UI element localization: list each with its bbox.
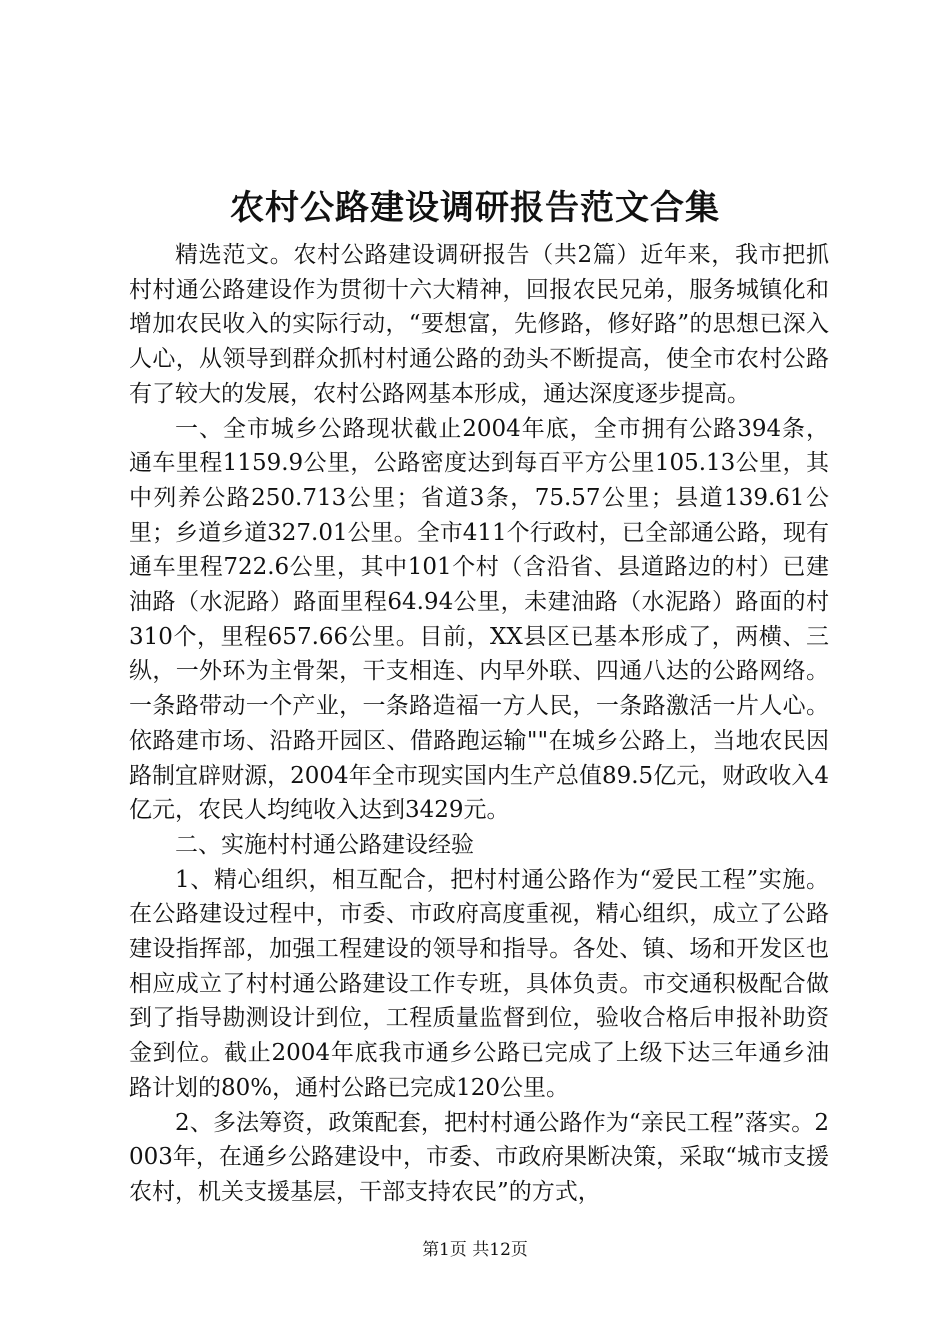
- section-heading-2: 二、实施村村通公路建设经验: [175, 831, 474, 858]
- document-body: [129, 238, 829, 1210]
- paragraph-item-2: 2、多法筹资，政策配套，把村村通公路作为“亲民工程”落实。2003年，在通乡公路建设中，市委、市政府果断决策，采取“城市支援农村，机关支援基层，干部支持农民”的方式，: [129, 1109, 829, 1205]
- page-number-footer: 第1页 共12页: [422, 1240, 528, 1260]
- document-title: 农村公路建设调研报告范文合集: [230, 188, 720, 228]
- paragraph-intro: 精选范文。农村公路建设调研报告（共2篇）近年来，我市把抓村村通公路建设作为贯彻十六大精神，回报农民兄弟，服务城镇化和增加农民收入的实际行动，“要想富，先修路，修好路”的思想已深入人心，从领导到群众抓村村通公路的劲头不断提高，使全市农村公路有了较大的发展，农村公路网基本形成，通达深度逐步提高。: [129, 242, 829, 407]
- paragraph-item-1: 1、精心组织，相互配合，把村村通公路作为“爱民工程”实施。在公路建设过程中，市委、市政府高度重视，精心组织，成立了公路建设指挥部，加强工程建设的领导和指导。各处、镇、场和开发区也相应成立了村村通公路建设工作专班，具体负责。市交通积极配合做到了指导勘测设计到位，工程质量监督到位，验收合格后申报补助资金到位。截止2004年底我市通乡公路已完成了上级下达三年通乡油路计划的80%，通村公路已完成120公里。: [129, 866, 829, 1101]
- paragraph-section-1: 一、全市城乡公路现状截止2004年底，全市拥有公路394条，通车里程1159.9公里，公路密度达到每百平方公里105.13公里，其中列养公路250.713公里；省道3条，75.57公里；县道139.61公里；乡道乡道327.01公里。全市411个行政村，已全部通公路，现有通车里程722.6公里，其中101个村（含沿省、县道路边的村）已建油路（水泥路）路面里程64.94公里，未建油路（水泥路）路面的村310个，里程657.66公里。目前，XX县区已基本形成了，两横、三纵，一外环为主骨架，干支相连、内早外联、四通八达的公路网络。一条路带动一个产业，一条路造福一方人民，一条路激活一片人心。依路建市场、沿路开园区、借路跑运输""在城乡公路上，当地农民因路制宜辟财源，2004年全市现实国内生产总值89.5亿元，财政收入4亿元，农民人均纯收入达到3429元。: [129, 415, 829, 824]
